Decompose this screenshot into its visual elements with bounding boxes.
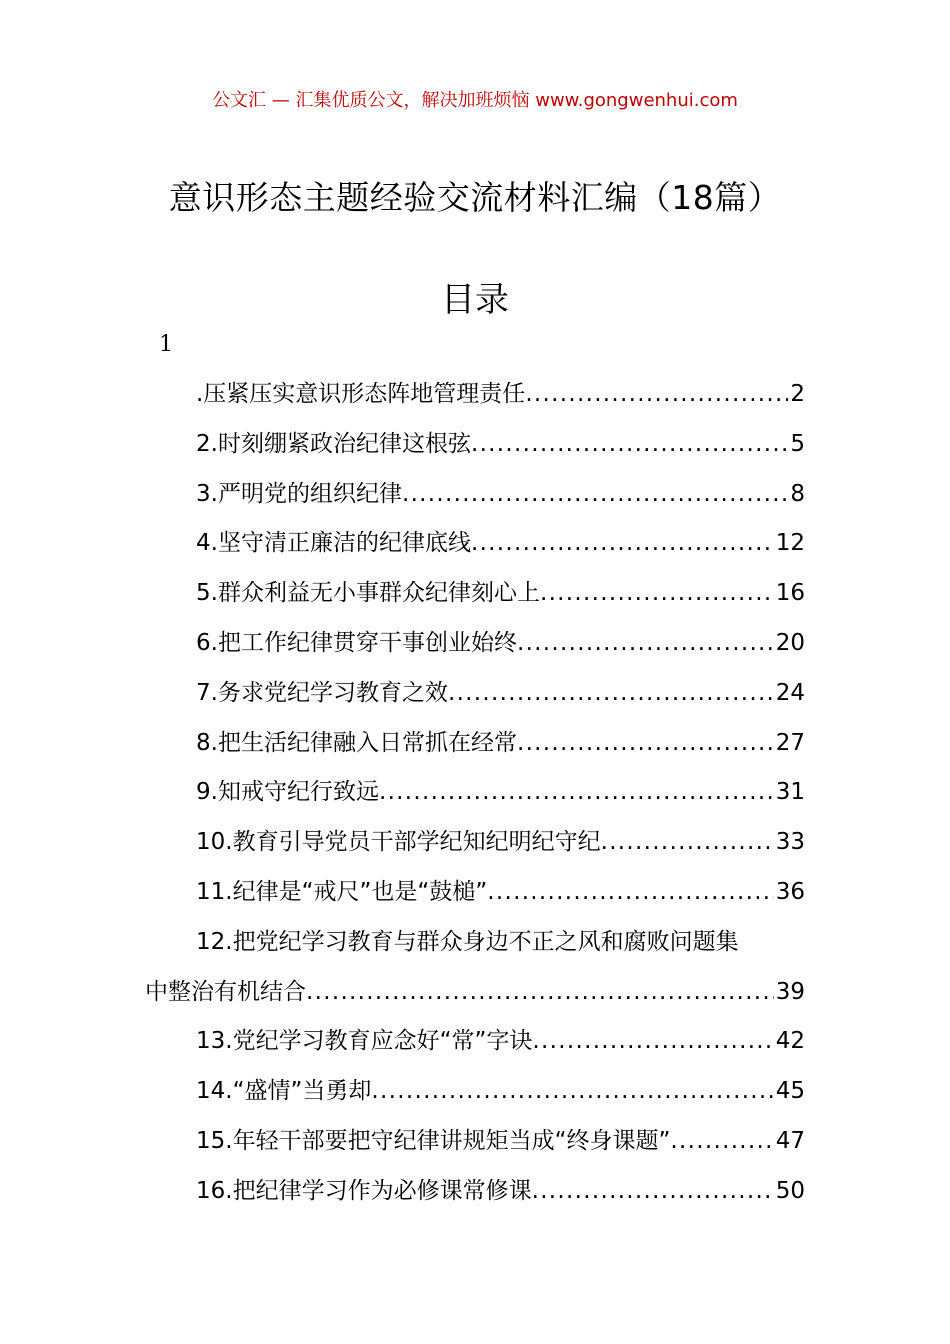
toc-entry-page: 50 — [775, 1177, 805, 1204]
dot-leader — [448, 669, 774, 719]
dot-leader — [471, 420, 788, 470]
toc-entry-2[interactable] — [145, 420, 805, 470]
toc-entry-11[interactable] — [145, 868, 805, 918]
document-title: 意识形态主题经验交流材料汇编（18篇） — [168, 178, 782, 217]
toc-entry-page: 8 — [790, 480, 805, 507]
toc-entry-page: 36 — [775, 878, 805, 905]
dot-leader — [379, 768, 774, 818]
dot-leader — [471, 519, 774, 569]
toc-entry-title: 14.“盛情”当勇却 — [196, 1078, 372, 1105]
dot-leader — [601, 818, 774, 868]
toc-entry-page: 33 — [775, 829, 805, 856]
toc-entry-title: 16.把纪律学习作为必修课常修课 — [196, 1177, 532, 1204]
toc-entry-title: 8.把生活纪律融入日常抓在经常 — [196, 729, 517, 756]
toc-entry-5[interactable] — [145, 569, 805, 619]
toc-entry-12[interactable] — [145, 918, 805, 1018]
dot-leader — [371, 1067, 773, 1117]
toc-entry-15[interactable] — [145, 1117, 805, 1167]
toc-entry-title: 3.严明党的组织纪律 — [196, 480, 402, 507]
toc-entry-title: 9.知戒守纪行致远 — [196, 779, 379, 806]
toc-entry-9[interactable] — [145, 768, 805, 818]
toc-entry-14[interactable] — [145, 1067, 805, 1117]
toc-entry-page: 24 — [775, 679, 805, 706]
toc-entry-title-line1: 12.把党纪学习教育与群众身边不正之风和腐败问题集 — [196, 928, 739, 955]
toc-entry-page: 47 — [775, 1127, 805, 1154]
toc-entry-title: 7.务求党纪学习教育之效 — [196, 679, 448, 706]
toc-entry-title: 5.群众利益无小事群众纪律刻心上 — [196, 580, 540, 607]
dot-leader — [306, 968, 774, 1018]
dot-leader — [517, 719, 774, 769]
dot-leader — [525, 370, 788, 420]
toc-entry-8[interactable] — [145, 719, 805, 769]
toc-entry-4[interactable] — [145, 519, 805, 569]
toc-entry-10[interactable] — [145, 818, 805, 868]
toc-entry-page: 5 — [790, 430, 805, 457]
toc-entry-title: 13.党纪学习教育应念好“常”字诀 — [196, 1028, 533, 1055]
dot-leader — [532, 1017, 773, 1067]
toc-entry-page: 39 — [775, 978, 805, 1005]
table-of-contents — [145, 370, 805, 1217]
toc-entry-title-line2: 中整治有机结合 — [145, 978, 306, 1005]
dot-leader — [532, 1167, 774, 1217]
toc-entry-title: .压紧压实意识形态阵地管理责任 — [196, 381, 526, 407]
toc-entry-title: 2.时刻绷紧政治纪律这根弦 — [196, 430, 471, 457]
toc-entry-page: 12 — [775, 530, 805, 557]
toc-entry-title: 11.纪律是“戒尺”也是“鼓槌” — [196, 878, 488, 905]
toc-entry-13[interactable] — [145, 1017, 805, 1067]
toc-entry-title: 15.年轻干部要把守纪律讲规矩当成“终身课题” — [196, 1127, 671, 1154]
toc-heading: 目录 — [441, 280, 509, 320]
site-header-banner: 公文汇 — 汇集优质公文，解决加班烦恼 www.gongwenhui.com — [212, 90, 738, 111]
toc-entry-page: 16 — [775, 580, 805, 607]
toc-entry-page: 31 — [775, 779, 805, 806]
toc-entry-7[interactable] — [145, 669, 805, 719]
page-marker: 1 — [159, 332, 173, 357]
dot-leader — [487, 868, 773, 918]
dot-leader — [540, 569, 774, 619]
toc-entry-page: 27 — [775, 729, 805, 756]
dot-leader — [402, 470, 788, 520]
toc-entry-16[interactable] — [145, 1167, 805, 1217]
toc-entry-3[interactable] — [145, 470, 805, 520]
toc-entry-page: 42 — [775, 1028, 805, 1055]
toc-entry-page: 20 — [775, 629, 805, 656]
toc-entry-page: 45 — [775, 1078, 805, 1105]
dot-leader — [517, 619, 774, 669]
toc-entry-title: 6.把工作纪律贯穿干事创业始终 — [196, 629, 517, 656]
toc-entry-page: 2 — [790, 381, 805, 407]
toc-entry-title: 4.坚守清正廉洁的纪律底线 — [196, 530, 471, 557]
dot-leader — [670, 1117, 773, 1167]
toc-entry-6[interactable] — [145, 619, 805, 669]
toc-entry-1[interactable] — [145, 370, 805, 420]
toc-entry-title: 10.教育引导党员干部学纪知纪明纪守纪 — [196, 829, 601, 856]
